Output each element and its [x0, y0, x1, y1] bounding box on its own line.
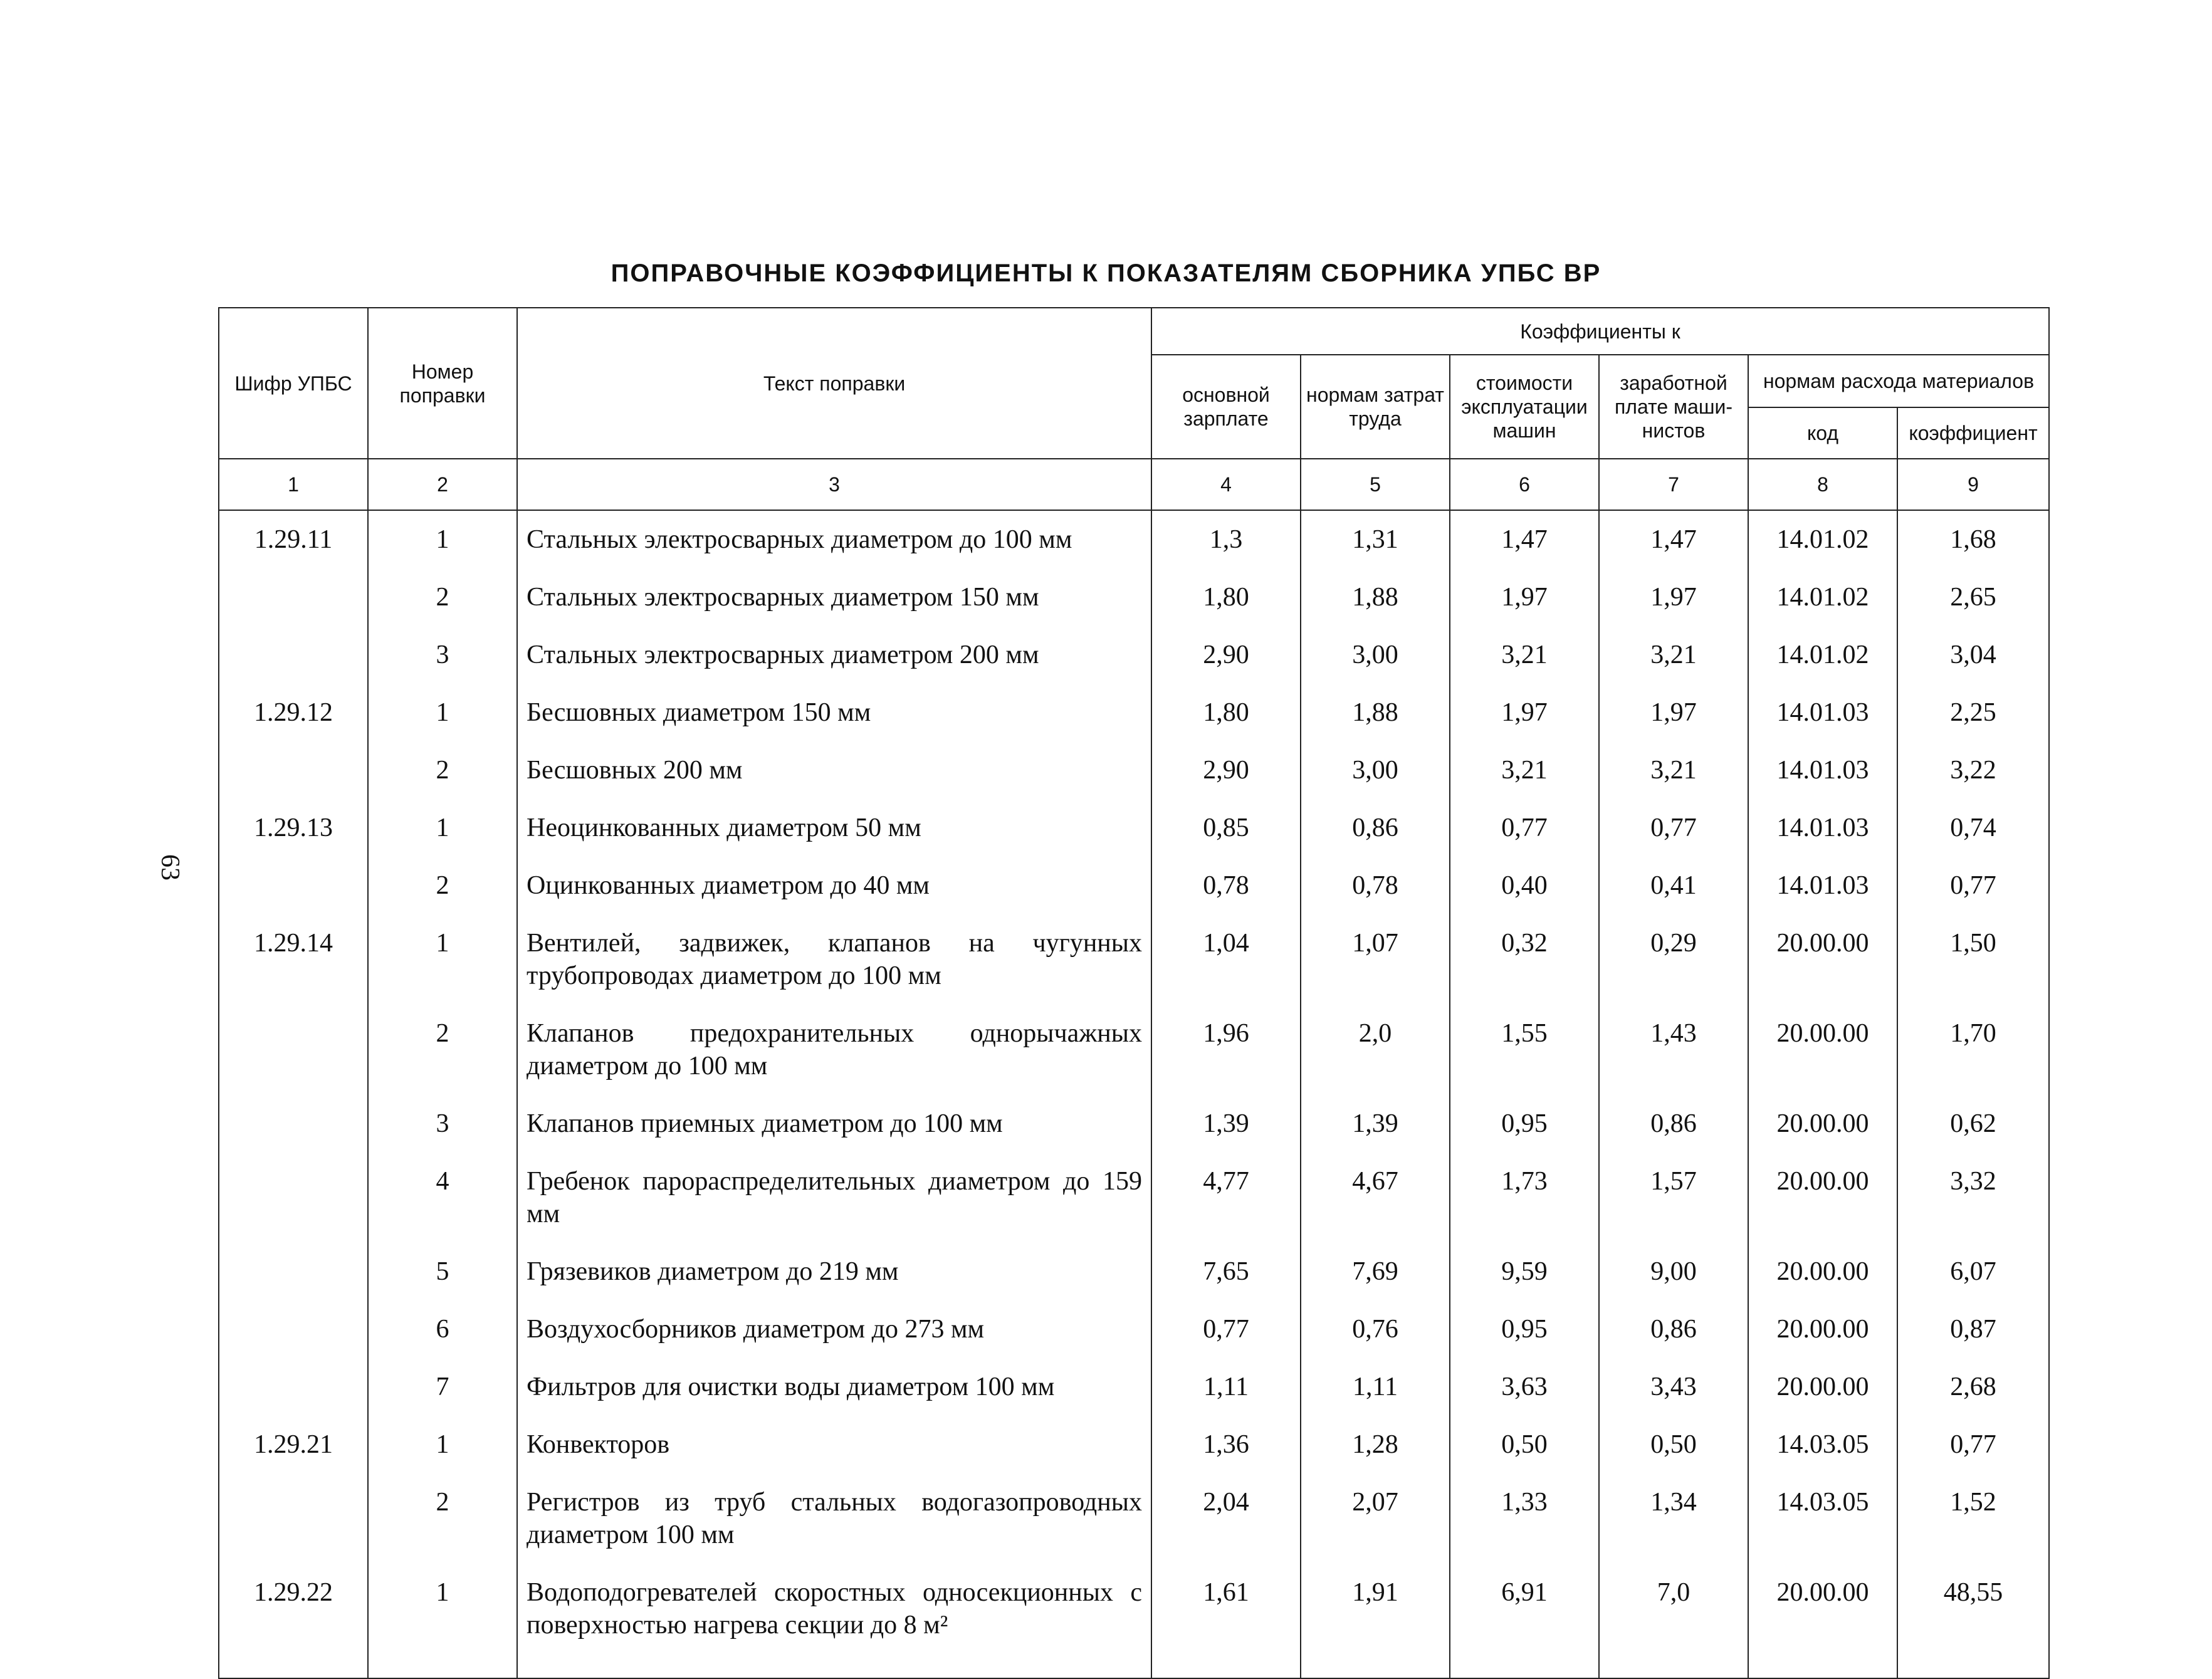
- cell-base-salary: 0,78: [1151, 857, 1301, 914]
- cell-base-salary: 1,80: [1151, 568, 1301, 626]
- table-row: [219, 1300, 2049, 1358]
- cell-material-code: 20.00.00: [1748, 1358, 1897, 1416]
- cell-operator-wages: 0,41: [1599, 857, 1748, 914]
- cell-correction-number: 1: [368, 1564, 517, 1678]
- cell-material-coefficient: 0,77: [1897, 857, 2049, 914]
- cell-material-code: 20.00.00: [1748, 914, 1897, 1005]
- cell-base-salary: 1,04: [1151, 914, 1301, 1005]
- cell-correction-text: Стальных электросварных диаметром до 100 мм: [517, 510, 1151, 568]
- cell-code: [219, 568, 368, 626]
- cell-correction-number: 6: [368, 1300, 517, 1358]
- cell-code: 1.29.21: [219, 1416, 368, 1473]
- cell-material-code: 14.03.05: [1748, 1416, 1897, 1473]
- cell-material-code: 14.01.03: [1748, 684, 1897, 741]
- cell-correction-number: 2: [368, 857, 517, 914]
- cell-correction-number: 7: [368, 1358, 517, 1416]
- cell-material-code: 14.01.03: [1748, 799, 1897, 857]
- cell-machine-cost: 0,32: [1450, 914, 1599, 1005]
- cell-base-salary: 1,80: [1151, 684, 1301, 741]
- cell-base-salary: 0,85: [1151, 799, 1301, 857]
- cell-material-coefficient: 0,62: [1897, 1095, 2049, 1153]
- cell-material-coefficient: 3,22: [1897, 741, 2049, 799]
- cell-labor-norms: 4,67: [1301, 1153, 1450, 1243]
- cell-machine-cost: 1,97: [1450, 684, 1599, 741]
- cell-labor-norms: 1,88: [1301, 684, 1450, 741]
- cell-material-coefficient: 48,55: [1897, 1564, 2049, 1678]
- cell-correction-number: 1: [368, 1416, 517, 1473]
- cell-correction-text: Стальных электросварных диаметром 200 мм: [517, 626, 1151, 684]
- cell-operator-wages: 1,47: [1599, 510, 1748, 568]
- header-labor-norms: нормам затрат труда: [1301, 355, 1450, 459]
- cell-labor-norms: 0,76: [1301, 1300, 1450, 1358]
- cell-correction-number: 5: [368, 1243, 517, 1300]
- cell-machine-cost: 0,95: [1450, 1095, 1599, 1153]
- cell-operator-wages: 1,34: [1599, 1473, 1748, 1564]
- cell-material-code: 14.01.02: [1748, 510, 1897, 568]
- cell-material-code: 14.01.02: [1748, 626, 1897, 684]
- cell-material-code: 20.00.00: [1748, 1300, 1897, 1358]
- cell-material-coefficient: 2,68: [1897, 1358, 2049, 1416]
- cell-base-salary: 1,36: [1151, 1416, 1301, 1473]
- header-material-norms: нормам расхода материалов: [1748, 355, 2049, 407]
- cell-material-code: 20.00.00: [1748, 1005, 1897, 1095]
- table-row: [219, 1473, 2049, 1564]
- table-row: [219, 741, 2049, 799]
- cell-material-code: 20.00.00: [1748, 1243, 1897, 1300]
- cell-material-coefficient: 0,87: [1897, 1300, 2049, 1358]
- cell-labor-norms: 1,39: [1301, 1095, 1450, 1153]
- cell-machine-cost: 0,95: [1450, 1300, 1599, 1358]
- cell-machine-cost: 1,73: [1450, 1153, 1599, 1243]
- cell-correction-text: Оцинкованных диаметром до 40 мм: [517, 857, 1151, 914]
- cell-correction-text: Бесшовных 200 мм: [517, 741, 1151, 799]
- table-row: [219, 1153, 2049, 1243]
- cell-code: 1.29.12: [219, 684, 368, 741]
- cell-code: 1.29.22: [219, 1564, 368, 1678]
- column-number: 3: [517, 459, 1151, 510]
- cell-correction-number: 1: [368, 510, 517, 568]
- table-row: [219, 568, 2049, 626]
- cell-correction-text: Воздухосборников диаметром до 273 мм: [517, 1300, 1151, 1358]
- page-number: 63: [155, 854, 184, 881]
- cell-base-salary: 1,96: [1151, 1005, 1301, 1095]
- cell-code: [219, 1095, 368, 1153]
- column-number: 4: [1151, 459, 1301, 510]
- cell-labor-norms: 2,0: [1301, 1005, 1450, 1095]
- column-number: 9: [1897, 459, 2049, 510]
- cell-code: [219, 1300, 368, 1358]
- table-row: [219, 626, 2049, 684]
- cell-operator-wages: 3,21: [1599, 626, 1748, 684]
- cell-correction-number: 3: [368, 626, 517, 684]
- cell-labor-norms: 1,07: [1301, 914, 1450, 1005]
- cell-operator-wages: 1,57: [1599, 1153, 1748, 1243]
- cell-correction-text: Вентилей, задвижек, клапанов на чугунных трубопроводах диаметром до 100 мм: [517, 914, 1151, 1005]
- table-row: [219, 799, 2049, 857]
- cell-labor-norms: 3,00: [1301, 626, 1450, 684]
- cell-machine-cost: 3,63: [1450, 1358, 1599, 1416]
- cell-operator-wages: 3,21: [1599, 741, 1748, 799]
- cell-correction-number: 1: [368, 684, 517, 741]
- column-number: 7: [1599, 459, 1748, 510]
- cell-material-coefficient: 6,07: [1897, 1243, 2049, 1300]
- cell-code: [219, 1358, 368, 1416]
- cell-labor-norms: 1,88: [1301, 568, 1450, 626]
- cell-base-salary: 2,90: [1151, 626, 1301, 684]
- cell-machine-cost: 6,91: [1450, 1564, 1599, 1678]
- cell-base-salary: 1,39: [1151, 1095, 1301, 1153]
- cell-material-code: 20.00.00: [1748, 1095, 1897, 1153]
- cell-operator-wages: 0,86: [1599, 1300, 1748, 1358]
- cell-material-code: 14.01.03: [1748, 741, 1897, 799]
- cell-labor-norms: 3,00: [1301, 741, 1450, 799]
- cell-correction-text: Стальных электросварных диаметром 150 мм: [517, 568, 1151, 626]
- cell-correction-number: 1: [368, 914, 517, 1005]
- header-correction-text: Текст поправки: [517, 308, 1151, 459]
- table-row: [219, 914, 2049, 1005]
- cell-operator-wages: 1,97: [1599, 684, 1748, 741]
- cell-correction-text: Клапанов предохранительных однорычажных диаметром до 100 мм: [517, 1005, 1151, 1095]
- header-code: Шифр УПБС: [219, 308, 368, 459]
- table-row: [219, 510, 2049, 568]
- cell-correction-number: 2: [368, 1005, 517, 1095]
- cell-material-coefficient: 2,25: [1897, 684, 2049, 741]
- cell-correction-text: Фильтров для очистки воды диаметром 100 мм: [517, 1358, 1151, 1416]
- header-base-salary: основной зарплате: [1151, 355, 1301, 459]
- cell-labor-norms: 1,11: [1301, 1358, 1450, 1416]
- cell-operator-wages: 1,43: [1599, 1005, 1748, 1095]
- header-coefficients-group: Коэффициенты к: [1151, 308, 2049, 355]
- cell-labor-norms: 1,91: [1301, 1564, 1450, 1678]
- cell-correction-text: Гребенок пароpаспределительных диаметром до 159 мм: [517, 1153, 1151, 1243]
- table-body: [219, 510, 2049, 1678]
- cell-correction-text: Клапанов приемных диаметром до 100 мм: [517, 1095, 1151, 1153]
- header-material-code: код: [1748, 407, 1897, 459]
- cell-correction-number: 3: [368, 1095, 517, 1153]
- cell-operator-wages: 0,29: [1599, 914, 1748, 1005]
- cell-machine-cost: 1,47: [1450, 510, 1599, 568]
- cell-code: 1.29.13: [219, 799, 368, 857]
- cell-material-coefficient: 1,68: [1897, 510, 2049, 568]
- cell-machine-cost: 0,40: [1450, 857, 1599, 914]
- cell-correction-text: Грязевиков диаметром до 219 мм: [517, 1243, 1151, 1300]
- table-row: [219, 1005, 2049, 1095]
- cell-machine-cost: 1,97: [1450, 568, 1599, 626]
- cell-code: [219, 1005, 368, 1095]
- column-number: 5: [1301, 459, 1450, 510]
- cell-base-salary: 1,61: [1151, 1564, 1301, 1678]
- header-operator-wages: заработной плате маши-нистов: [1599, 355, 1748, 459]
- cell-machine-cost: 0,50: [1450, 1416, 1599, 1473]
- table-row: [219, 1095, 2049, 1153]
- cell-machine-cost: 3,21: [1450, 626, 1599, 684]
- cell-correction-text: Неоцинкованных диаметром 50 мм: [517, 799, 1151, 857]
- cell-correction-text: Конвекторов: [517, 1416, 1151, 1473]
- column-numbers-row: [219, 459, 2049, 510]
- cell-code: [219, 1473, 368, 1564]
- cell-labor-norms: 7,69: [1301, 1243, 1450, 1300]
- cell-operator-wages: 7,0: [1599, 1564, 1748, 1678]
- cell-base-salary: 7,65: [1151, 1243, 1301, 1300]
- header-material-coefficient: коэффициент: [1897, 407, 2049, 459]
- cell-material-coefficient: 2,65: [1897, 568, 2049, 626]
- cell-material-code: 14.01.02: [1748, 568, 1897, 626]
- cell-machine-cost: 0,77: [1450, 799, 1599, 857]
- column-number: 8: [1748, 459, 1897, 510]
- cell-operator-wages: 0,86: [1599, 1095, 1748, 1153]
- cell-operator-wages: 1,97: [1599, 568, 1748, 626]
- cell-material-coefficient: 1,50: [1897, 914, 2049, 1005]
- cell-code: [219, 857, 368, 914]
- cell-material-code: 20.00.00: [1748, 1564, 1897, 1678]
- cell-correction-text: Водоподогревателей скоростных односекционных с поверхностью нагрева секции до 8 м²: [517, 1564, 1151, 1678]
- cell-base-salary: 1,11: [1151, 1358, 1301, 1416]
- cell-labor-norms: 0,86: [1301, 799, 1450, 857]
- cell-material-code: 20.00.00: [1748, 1153, 1897, 1243]
- cell-correction-text: Регистров из труб стальных водогазопроводных диаметром 100 мм: [517, 1473, 1151, 1564]
- table-row: [219, 1243, 2049, 1300]
- cell-operator-wages: 0,50: [1599, 1416, 1748, 1473]
- cell-material-coefficient: 3,32: [1897, 1153, 2049, 1243]
- table-row: [219, 1358, 2049, 1416]
- page-title: ПОПРАВОЧНЫЕ КОЭФФИЦИЕНТЫ К ПОКАЗАТЕЛЯМ СБОРНИКА УПБС ВР: [611, 259, 1601, 287]
- cell-operator-wages: 0,77: [1599, 799, 1748, 857]
- cell-labor-norms: 2,07: [1301, 1473, 1450, 1564]
- cell-machine-cost: 9,59: [1450, 1243, 1599, 1300]
- column-number: 6: [1450, 459, 1599, 510]
- cell-code: [219, 1243, 368, 1300]
- cell-correction-text: Бесшовных диаметром 150 мм: [517, 684, 1151, 741]
- coefficients-table: [218, 307, 2050, 1679]
- cell-operator-wages: 3,43: [1599, 1358, 1748, 1416]
- cell-correction-number: 2: [368, 741, 517, 799]
- cell-labor-norms: 1,31: [1301, 510, 1450, 568]
- cell-machine-cost: 1,55: [1450, 1005, 1599, 1095]
- cell-code: 1.29.14: [219, 914, 368, 1005]
- cell-code: [219, 626, 368, 684]
- cell-material-coefficient: 3,04: [1897, 626, 2049, 684]
- table-row: [219, 1416, 2049, 1473]
- cell-correction-number: 2: [368, 1473, 517, 1564]
- header-correction-number: Номер поправки: [368, 308, 517, 459]
- cell-material-coefficient: 1,70: [1897, 1005, 2049, 1095]
- cell-base-salary: 2,90: [1151, 741, 1301, 799]
- table-row: [219, 1564, 2049, 1678]
- cell-correction-number: 1: [368, 799, 517, 857]
- table-row: [219, 684, 2049, 741]
- cell-material-coefficient: 0,74: [1897, 799, 2049, 857]
- cell-base-salary: 4,77: [1151, 1153, 1301, 1243]
- cell-operator-wages: 9,00: [1599, 1243, 1748, 1300]
- cell-material-coefficient: 0,77: [1897, 1416, 2049, 1473]
- cell-labor-norms: 1,28: [1301, 1416, 1450, 1473]
- cell-base-salary: 0,77: [1151, 1300, 1301, 1358]
- cell-labor-norms: 0,78: [1301, 857, 1450, 914]
- cell-material-coefficient: 1,52: [1897, 1473, 2049, 1564]
- cell-base-salary: 1,3: [1151, 510, 1301, 568]
- cell-material-code: 14.01.03: [1748, 857, 1897, 914]
- column-number: 2: [368, 459, 517, 510]
- cell-material-code: 14.03.05: [1748, 1473, 1897, 1564]
- cell-correction-number: 4: [368, 1153, 517, 1243]
- table-row: [219, 857, 2049, 914]
- cell-machine-cost: 1,33: [1450, 1473, 1599, 1564]
- cell-code: [219, 1153, 368, 1243]
- cell-machine-cost: 3,21: [1450, 741, 1599, 799]
- column-number: 1: [219, 459, 368, 510]
- cell-correction-number: 2: [368, 568, 517, 626]
- cell-base-salary: 2,04: [1151, 1473, 1301, 1564]
- cell-code: [219, 741, 368, 799]
- header-machine-cost: стоимости эксплуатации машин: [1450, 355, 1599, 459]
- cell-code: 1.29.11: [219, 510, 368, 568]
